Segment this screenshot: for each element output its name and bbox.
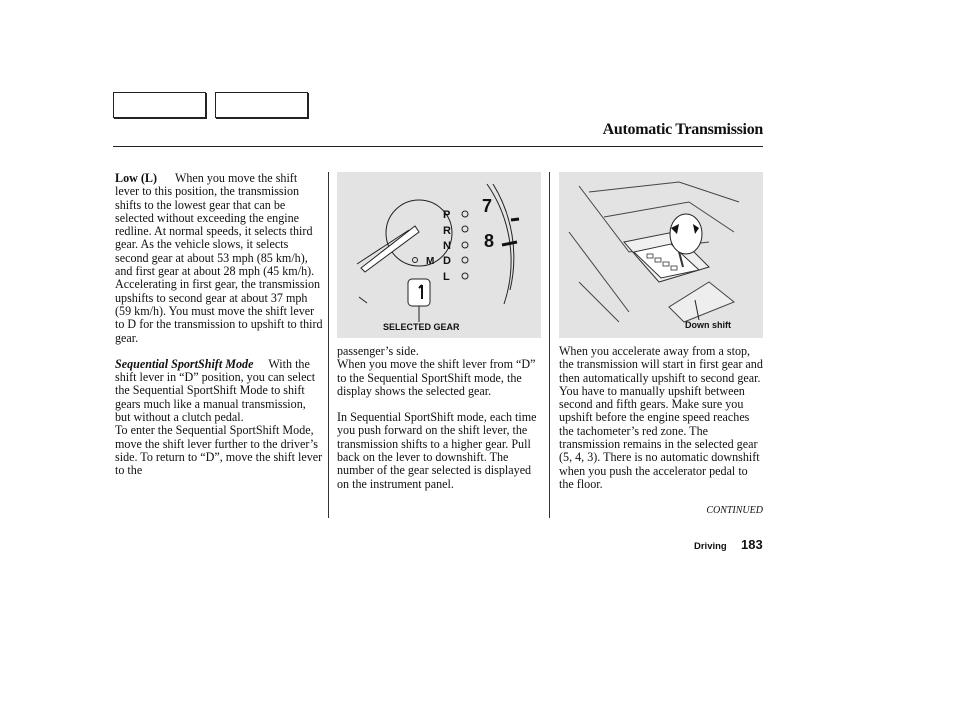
gauge-digit-8: 8 [484,231,495,251]
footer-section-label: Driving [694,541,727,552]
mode-letter-m: M [426,256,435,267]
title-rule [113,146,763,147]
header-tab-box-1 [113,92,206,118]
text-column-1 [115,172,323,478]
gear-letter-l: L [443,271,450,283]
gear-letter-d: D [443,255,451,267]
selected-gear-figure [337,172,541,338]
col2-paragraph-2: When you move the shift lever from “D” to the Sequential SportShift mode, the display shows the selected gear. [337,357,536,398]
low-paragraph [115,172,323,345]
col2-paragraph-1: passenger’s side. [337,344,419,358]
shifter-illustration [559,172,763,338]
low-text: When you move the shift lever to this position, the transmission shifts to the lowest gear that can be selected without exceeding the engine redline. At normal speeds, it selects third gear. As the vehicle slows, it selects second gear at about 53 mph (85 km/h), and first gear at about 28 mph (45 km/h). Accelerating in first gear, the transmission upshifts to second gear at about 37 mph (59 km/h). You must move the shift lever to D for the transmission to upshift to third gear. [115,171,323,345]
down-shift-figure [559,172,763,338]
column-divider-2 [549,172,550,518]
figure-caption-down-shift: Down shift [685,320,731,330]
enter-paragraph: To enter the Sequential SportShift Mode, move the shift lever further to the driver’s side. To return to “D”, move the shift lever to the [115,423,323,478]
gear-letter-r: R [443,225,451,237]
gear-letter-n: N [443,240,451,252]
gear-letter-p: P [443,209,451,221]
column-divider-1 [328,172,329,518]
text-column-2 [337,345,544,491]
text-column-3 [559,345,764,491]
col3-paragraph-1: When you accelerate away from a stop, the transmission will start in first gear and then automatically upshift to second gear. You have to manually upshift between second and fifth gears. Make sure you upshift before the engine speed reaches the tachometer’s red zone. The transmission remains in the selected gear (5, 4, 3). There is no automatic downshift when you push the accelerator pedal to the floor. [559,344,763,491]
gauge-illustration [337,172,541,338]
col2-paragraph-3: In Sequential SportShift mode, each time you push forward on the shift lever, the transmission shifts to a higher gear. Pull back on the lever to downshift. The number of the gear selected is displayed on the instrument panel. [337,410,537,491]
seq-paragraph [115,358,323,424]
low-heading: Low (L) [115,171,157,185]
continued-label: CONTINUED [706,505,763,516]
header-tab-box-2 [215,92,308,118]
seq-heading: Sequential SportShift Mode [115,356,254,371]
page-title: Automatic Transmission [602,121,763,138]
gauge-digit-7: 7 [482,196,493,216]
figure-caption-selected-gear: SELECTED GEAR [383,322,460,332]
seq-text: With the shift lever in “D” position, you can select the Sequential SportShift Mode to shift gears much like a manual transmission, but without a clutch pedal. [115,356,316,425]
page-number: 183 [741,537,763,552]
